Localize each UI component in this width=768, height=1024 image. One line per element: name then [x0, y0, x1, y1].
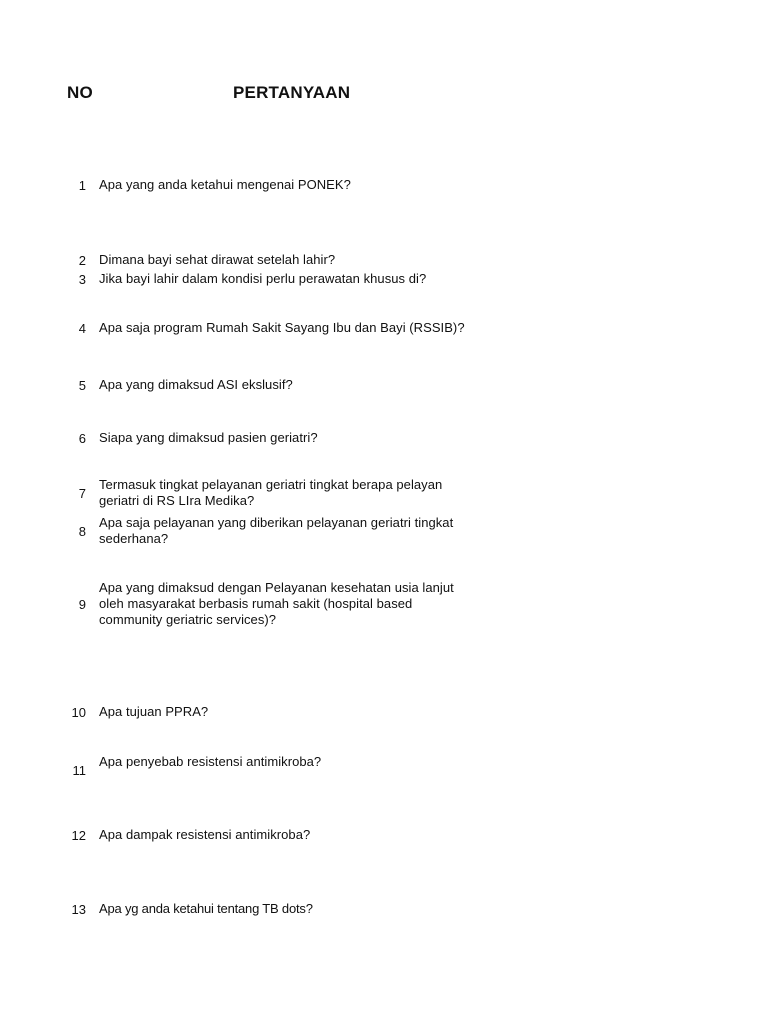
- question-number: 3: [78, 271, 86, 287]
- question-number: 8: [78, 523, 86, 539]
- question-text: Apa saja pelayanan yang diberikan pelayanan geriatri tingkat sederhana?: [99, 515, 454, 546]
- question-row-11: [0, 754, 768, 786]
- question-text: Apa yang anda ketahui mengenai PONEK?: [99, 177, 351, 192]
- question-number: 12: [71, 827, 86, 843]
- question-text: Apa dampak resistensi antimikroba?: [99, 827, 311, 842]
- question-text: Termasuk tingkat pelayanan geriatri tingkat berapa pelayan geriatri di RS LIra Medika?: [99, 477, 443, 508]
- question-number: 1: [78, 177, 86, 193]
- question-number: 9: [78, 596, 86, 612]
- question-row-5: [0, 377, 768, 393]
- question-number: 6: [78, 430, 86, 446]
- question-text: Dimana bayi sehat dirawat setelah lahir?: [99, 252, 336, 267]
- question-row-8: [0, 515, 768, 547]
- question-number: 4: [78, 320, 86, 336]
- question-text: Apa tujuan PPRA?: [99, 704, 209, 719]
- question-row-4: [0, 320, 768, 336]
- column-header-no: NO: [67, 83, 93, 102]
- column-header-pertanyaan: PERTANYAAN: [233, 83, 351, 102]
- question-number: 7: [78, 485, 86, 501]
- question-row-2: [0, 252, 768, 268]
- question-row-3: [0, 271, 768, 287]
- question-row-10: [0, 704, 768, 720]
- question-row-13: [0, 901, 768, 917]
- question-text: Apa penyebab resistensi antimikroba?: [99, 754, 322, 769]
- question-number: 5: [78, 377, 86, 393]
- question-row-9: [0, 580, 768, 628]
- question-text: Apa yang dimaksud ASI ekslusif?: [99, 377, 293, 392]
- question-number: 11: [72, 763, 86, 778]
- question-number: 10: [71, 704, 86, 720]
- question-number: 2: [78, 252, 86, 268]
- question-row-1: [0, 177, 768, 193]
- question-text: Siapa yang dimaksud pasien geriatri?: [99, 430, 318, 445]
- question-row-12: [0, 827, 768, 843]
- question-row-7: [0, 477, 768, 509]
- question-text: Apa yg anda ketahui tentang TB dots?: [99, 901, 313, 916]
- question-text: Apa saja program Rumah Sakit Sayang Ibu dan Bayi (RSSIB)?: [99, 320, 465, 335]
- question-number: 13: [71, 901, 86, 917]
- question-text: Jika bayi lahir dalam kondisi perlu perawatan khusus di?: [99, 271, 427, 286]
- question-row-6: [0, 430, 768, 446]
- question-text: Apa yang dimaksud dengan Pelayanan kesehatan usia lanjut oleh masyarakat berbasis rumah sakit (hospital based community geriatric services)?: [99, 580, 454, 627]
